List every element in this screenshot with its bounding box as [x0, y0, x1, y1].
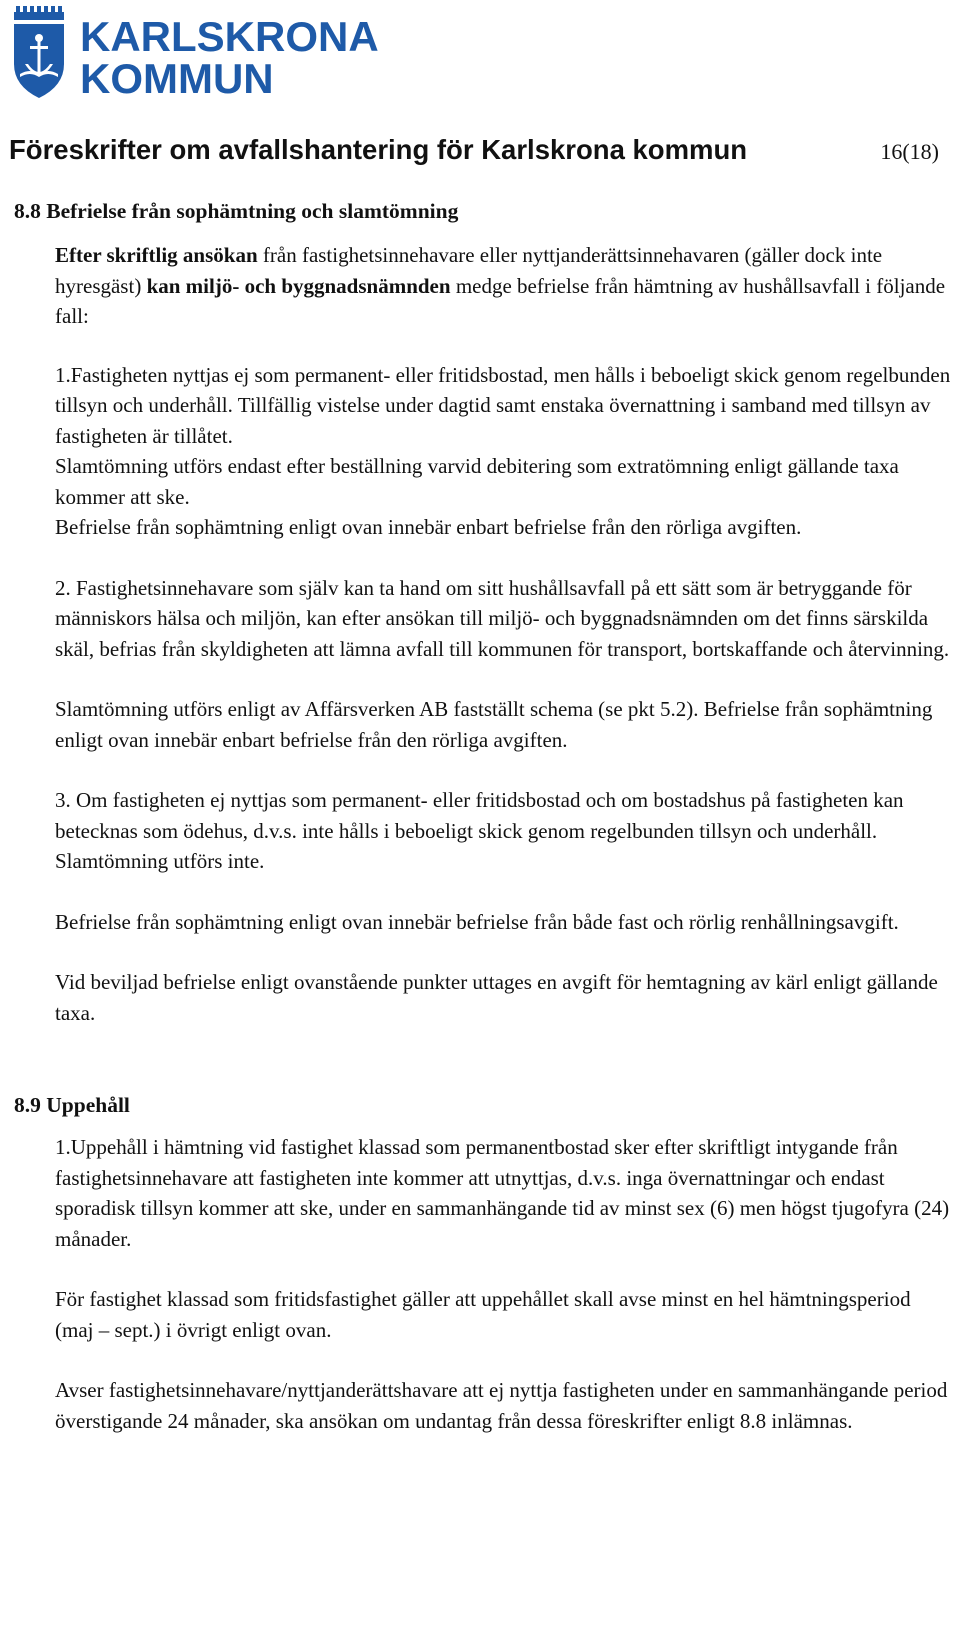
page-number: 16(18) [880, 139, 939, 164]
section-heading-8-8: 8.8 Befrielse från sophämtning och slamtömning [14, 199, 459, 223]
section-heading-8-9: 8.9 Uppehåll [14, 1093, 130, 1117]
uppehall-paragraph-1: 1.Uppehåll i hämtning vid fastighet klassad som permanentbostad sker efter skriftligt intygande från fastighetsinnehavare att fastigheten inte kommer att utnyttjas, d.v.s. inga övernattningar och endast sporadisk tillsyn kommer att ske, under en sammanhängande tid av minst sex (6) men högst tjugofyra (24) månader. [55, 1135, 950, 1251]
section-8-8-intro [0, 240, 960, 332]
uppehall-paragraph-3: Avser fastighetsinnehavare/nyttjanderättshavare att ej nyttja fastigheten under en sammanhängande period överstigande 24 månader, ska ansökan om undantag från dessa föreskrifter enligt 8.8 inlämnas. [55, 1378, 948, 1433]
avgift-paragraph: Vid beviljad befrielse enligt ovanstående punkter uttages en avgift för hemtagning av kärl enligt gällande taxa. [55, 970, 938, 1025]
logo-text-line1: KARLSKRONA [80, 13, 379, 60]
item-3-befrielse: Befrielse från sophämtning enligt ovan innebär befrielse från både fast och rörlig renhållningsavgift. [55, 909, 899, 934]
karlskrona-logo [8, 2, 428, 102]
intro-bold-1: Efter skriftlig ansökan [55, 243, 258, 267]
item-1-slamtomning: Slamtömning utförs endast efter beställning varvid debitering som extratömning enligt gällande taxa kommer att ske. [55, 454, 899, 509]
intro-text-2: medge befrielse från hämtning av hushållsavfall i följande fall: [55, 273, 946, 328]
item-1-befrielse: Befrielse från sophämtning enligt ovan innebär enbart befrielse från den rörliga avgiften. [55, 515, 802, 539]
intro-text-1: från fastighetsinnehavare eller nyttjanderättsinnehavaren (gäller dock inte hyresgäst) [55, 243, 883, 298]
intro-bold-2: kan miljö- och byggnadsnämnden [146, 273, 451, 298]
coat-of-arms-icon [8, 2, 70, 100]
document-body [0, 196, 960, 1436]
item-1-paragraph: 1.Fastigheten nyttjas ej som permanent- eller fritidsbostad, men hålls i beboeligt skick genom regelbunden tillsyn och underhåll. Tillfällig vistelse under dagtid samt enstaka övernattning i samband med tillsyn av fastigheten är tillåtet. [55, 362, 951, 448]
item-2-slamtomning: Slamtömning utförs enligt av Affärsverken AB fastställt schema (se pkt 5.2). Befrielse från sophämtning enligt ovan innebär enbart befrielse från den rörliga avgiften. [55, 697, 933, 752]
logo-wordmark [80, 13, 379, 102]
item-3-paragraph: 3. Om fastigheten ej nyttjas som permanent- eller fritidsbostad och om bostadshus på fastigheten kan betecknas som ödehus, d.v.s. inte hålls i beboeligt skick genom regelbunden tillsyn och underhåll. Slamtömning utförs inte. [55, 788, 904, 873]
uppehall-paragraph-2: För fastighet klassad som fritidsfastighet gäller att uppehållet skall avse minst en hel hämtningsperiod (maj – sept.) i övrigt enligt ovan. [55, 1287, 911, 1342]
document-title: Föreskrifter om avfallshantering för Karlskrona kommun [9, 134, 748, 165]
item-2-paragraph: 2. Fastighetsinnehavare som själv kan ta hand om sitt hushållsavfall på ett sätt som är betryggande för människors hälsa och miljön, kan efter ansökan till miljö- och byggnadsnämnden om det finns särskilda skäl, befrias från skyldigheten att lämna avfall till kommunen för transport, bortskaffande och återvinning. [55, 575, 950, 661]
logo-text-line2: KOMMUN [80, 55, 274, 102]
